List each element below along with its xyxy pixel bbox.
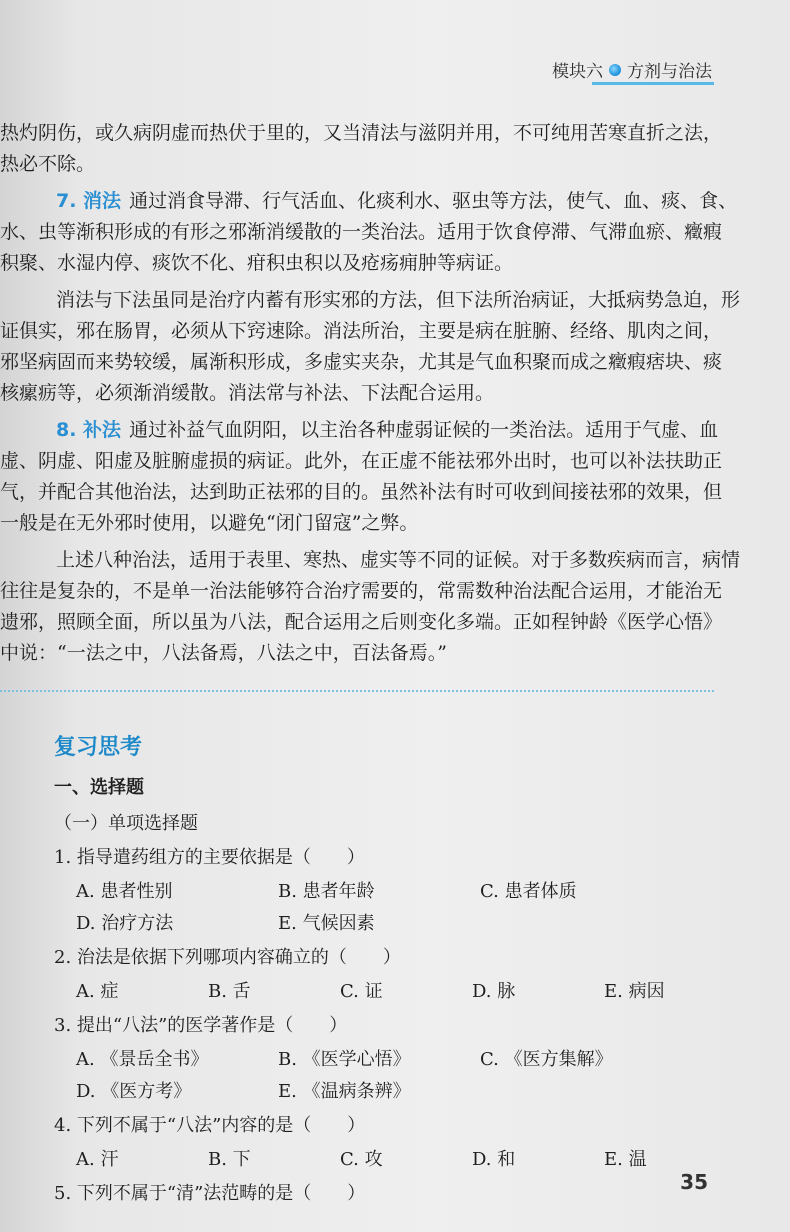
method-7-text: 通过消食导滞、行气活血、化痰利水、驱虫等方法，使气、血、痰、食、水、虫等渐积形成的有形之邪渐消缓散的一类治法。适用于饮食停滞、气滞血瘀、癥瘕积聚、水湿内停、痰饮不化、疳积虫积以及疮疡痈肿等病证。 [0,190,738,274]
header-dot-icon [609,64,621,76]
paragraph-1: 热灼阴伤，或久病阴虚而热伏于里的，又当清法与滋阴并用，不可纯用苦寒直折之法，热必不除。 [0,122,723,175]
section-divider [0,690,714,692]
paragraph-3: 消法与下法虽同是治疗内蓄有形实邪的方法，但下法所治病证，大抵病势急迫，形证俱实，邪在肠胃，必须从下窍速除。消法所治，主要是病在脏腑、经络、肌肉之间，邪坚病固而来势较缓，属渐积形成，多虚实夹杂，尤其是气血积聚而成之癥瘕痞块、痰核瘰疬等，必须渐消缓散。消法常与补法、下法配合运用。 [0,289,741,404]
q2-option-e: E. 病因 [604,981,665,1002]
question-3: 3. 提出“八法”的医学著作是（ ） [54,1015,348,1036]
q3-option-b: B. 《医学心悟》 [278,1049,411,1070]
q3-option-c: C. 《医方集解》 [480,1049,613,1070]
method-7-label: 7. 消法 [56,190,122,212]
page-number: 35 [680,1170,708,1194]
q4-option-c: C. 攻 [340,1149,383,1170]
method-8-label: 8. 补法 [56,419,122,441]
q1-option-d: D. 治疗方法 [76,913,174,934]
question-4: 4. 下列不属于“八法”内容的是（ ） [54,1115,366,1136]
q1-option-a: A. 患者性别 [76,881,173,902]
question-2-options [76,977,734,1003]
method-8-text: 通过补益气血阴阳，以主治各种虚弱证候的一类治法。适用于气虚、血虚、阴虚、阳虚及脏腑虚损的病证。此外，在正虚不能祛邪外出时，也可以补法扶助正气，并配合其他治法，达到助正祛邪的目的。虽然补法有时可收到间接祛邪的效果，但一般是在无外邪时使用，以避免“闭门留寇”之弊。 [0,419,723,534]
review-title: 复习思考 [54,735,143,760]
paragraph-4 [0,415,740,539]
q4-option-d: D. 和 [472,1149,516,1170]
header-section: 模块六 [552,62,603,82]
q2-option-d: D. 脉 [472,981,516,1002]
q3-option-d: D. 《医方考》 [76,1081,192,1102]
q2-option-b: B. 舌 [208,981,251,1002]
question-4-options [76,1145,734,1171]
running-header [552,57,712,82]
q3-option-a: A. 《景岳全书》 [76,1049,209,1070]
q2-option-a: A. 症 [76,981,119,1002]
choice-section-title: 一、选择题 [54,777,144,798]
q2-option-c: C. 证 [340,981,383,1002]
main-text [0,118,740,675]
paragraph-5: 上述八种治法，适用于表里、寒热、虚实等不同的证候。对于多数疾病而言，病情往往是复杂的，不是单一治法能够符合治疗需要的，常需数种治法配合运用，才能治无遗邪，照顾全面，所以虽为八法，配合运用之后则变化多端。正如程钟龄《医学心悟》中说：“一法之中，八法备焉，八法之中，百法备焉。” [0,549,741,664]
q1-option-e: E. 气候因素 [278,913,375,934]
review-section [54,730,734,1213]
question-2: 2. 治法是依据下列哪项内容确立的（ ） [54,947,401,968]
paragraph-2 [0,186,740,279]
header-rule [592,82,714,85]
question-3-options [76,1045,734,1103]
question-1-options [76,877,734,935]
question-1: 1. 指导遣药组方的主要依据是（ ） [54,847,365,868]
q4-option-a: A. 汗 [76,1149,119,1170]
q1-option-c: C. 患者体质 [480,881,577,902]
q1-option-b: B. 患者年龄 [278,881,375,902]
q3-option-e: E. 《温病条辨》 [278,1081,411,1102]
single-choice-title: （一）单项选择题 [54,813,198,834]
q4-option-e: E. 温 [604,1149,647,1170]
header-title: 方剂与治法 [627,62,712,82]
q4-option-b: B. 下 [208,1149,251,1170]
question-5: 5. 下列不属于“清”法范畴的是（ ） [54,1183,366,1204]
